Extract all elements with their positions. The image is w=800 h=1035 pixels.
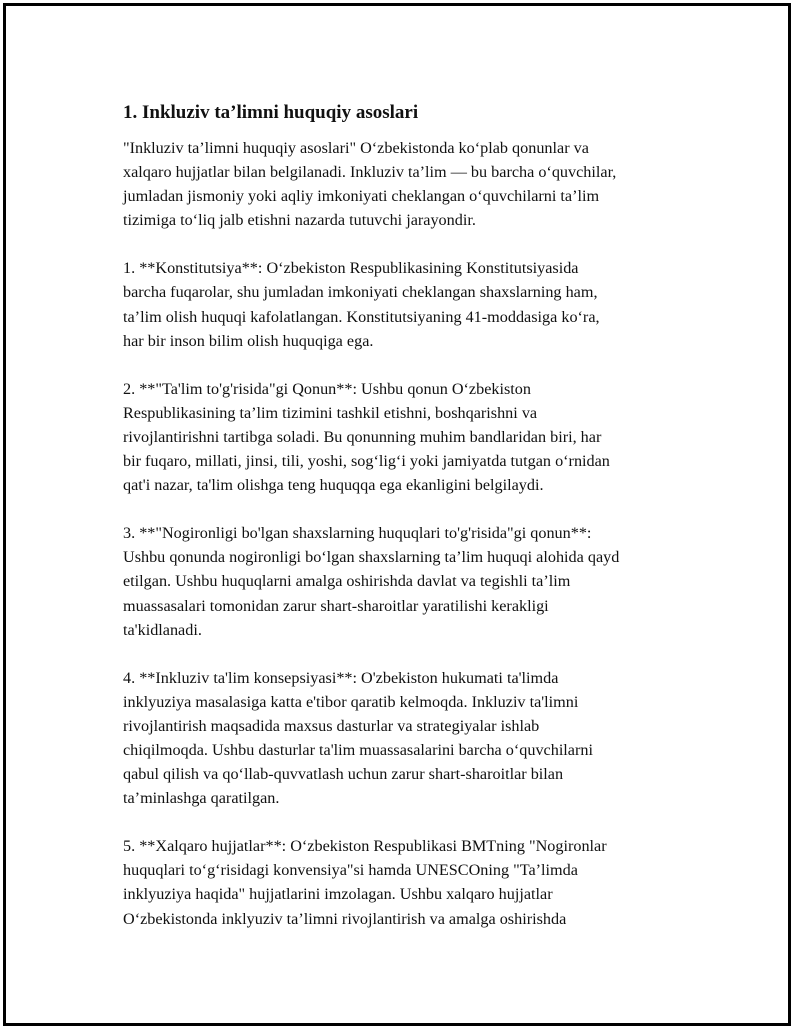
text-line: har bir inson bilim olish huquqiga ega.	[123, 331, 374, 350]
text-line: etilgan. Ushbu huquqlarni amalga oshirishda davlat va tegishli ta’lim	[123, 572, 571, 591]
text-line: bir fuqaro, millati, jinsi, tili, yoshi, sog‘lig‘i yoki jamiyatda tutgan o‘rnidan	[123, 452, 610, 471]
text-line: 1. **Konstitutsiya**: O‘zbekiston Respublikasining Konstitutsiyasida	[123, 259, 579, 278]
text-line: inklyuziya masalasiga katta e'tibor qaratib kelmoqda. Inkluziv ta'limni	[123, 692, 579, 711]
education-law-paragraph	[123, 377, 713, 497]
text-line: jumladan jismoniy yoki aqliy imkoniyati cheklangan o‘quvchilarni ta’lim	[123, 187, 600, 206]
text-line: tizimiga to‘liq jalb etishni nazarda tutuvchi jarayondir.	[123, 211, 476, 230]
text-line: chiqilmoqda. Ushbu dasturlar ta'lim muassasalarini barcha o‘quvchilarni	[123, 740, 593, 759]
text-line: inklyuziya haqida" hujjatlarini imzolagan. Ushbu xalqaro hujjatlar	[123, 885, 553, 904]
international-documents-paragraph	[123, 834, 713, 930]
text-line: qabul qilish va qo‘llab-quvvatlash uchun zarur shart-sharoitlar bilan	[123, 765, 564, 784]
text-line: "Inkluziv ta’limni huquqiy asoslari" O‘zbekistonda ko‘plab qonunlar va	[123, 139, 589, 157]
inclusive-concept-paragraph	[123, 666, 713, 811]
document-body	[123, 101, 713, 955]
text-line: qat'i nazar, ta'lim olishga teng huquqqa ega ekanligini belgilaydi.	[123, 476, 544, 495]
text-line: ta’lim olish huquqi kafolatlangan. Konstitutsiyaning 41-moddasiga ko‘ra,	[123, 307, 600, 326]
text-line: 2. **"Ta'lim to'g'risida"gi Qonun**: Ushbu qonun O‘zbekiston	[123, 379, 531, 398]
text-line: Respublikasining ta’lim tizimini tashkil etishni, boshqarishni va	[123, 403, 538, 422]
text-line: ta'kidlanadi.	[123, 620, 202, 639]
disability-law-paragraph	[123, 521, 713, 641]
text-line: O‘zbekistonda inklyuziv ta’limni rivojlantirish va amalga oshirishda	[123, 909, 567, 928]
text-line: 3. **"Nogironligi bo'lgan shaxslarning huquqlari to'g'risida"gi qonun**:	[123, 524, 592, 543]
text-line: Ushbu qonunda nogironligi bo‘lgan shaxslarning ta’lim huquqi alohida qayd	[123, 548, 620, 567]
intro-paragraph	[123, 136, 713, 232]
page-frame	[3, 3, 791, 1026]
constitution-paragraph	[123, 256, 713, 352]
text-line: huquqlari to‘g‘risidagi konvensiya"si hamda UNESCOning "Ta’limda	[123, 861, 578, 880]
text-line: 4. **Inkluziv ta'lim konsepsiyasi**: O'zbekiston hukumati ta'limda	[123, 668, 559, 687]
text-line: rivojlantirish maqsadida maxsus dasturlar va strategiyalar ishlab	[123, 716, 540, 735]
text-line: xalqaro hujjatlar bilan belgilanadi. Inkluziv ta’lim — bu barcha o‘quvchilar,	[123, 163, 617, 182]
text-line: barcha fuqarolar, shu jumladan imkoniyati cheklangan shaxslarning ham,	[123, 283, 598, 302]
text-line: ta’minlashga qaratilgan.	[123, 789, 280, 808]
text-line: rivojlantirishni tartibga soladi. Bu qonunning muhim bandlaridan biri, har	[123, 427, 602, 446]
section-heading: 1. Inkluziv ta’limni huquqiy asoslari	[123, 102, 419, 123]
text-line: 5. **Xalqaro hujjatlar**: O‘zbekiston Respublikasi BMTning "Nogironlar	[123, 837, 607, 856]
text-line: muassasalari tomonidan zarur shart-sharoitlar yaratilishi kerakligi	[123, 596, 549, 615]
